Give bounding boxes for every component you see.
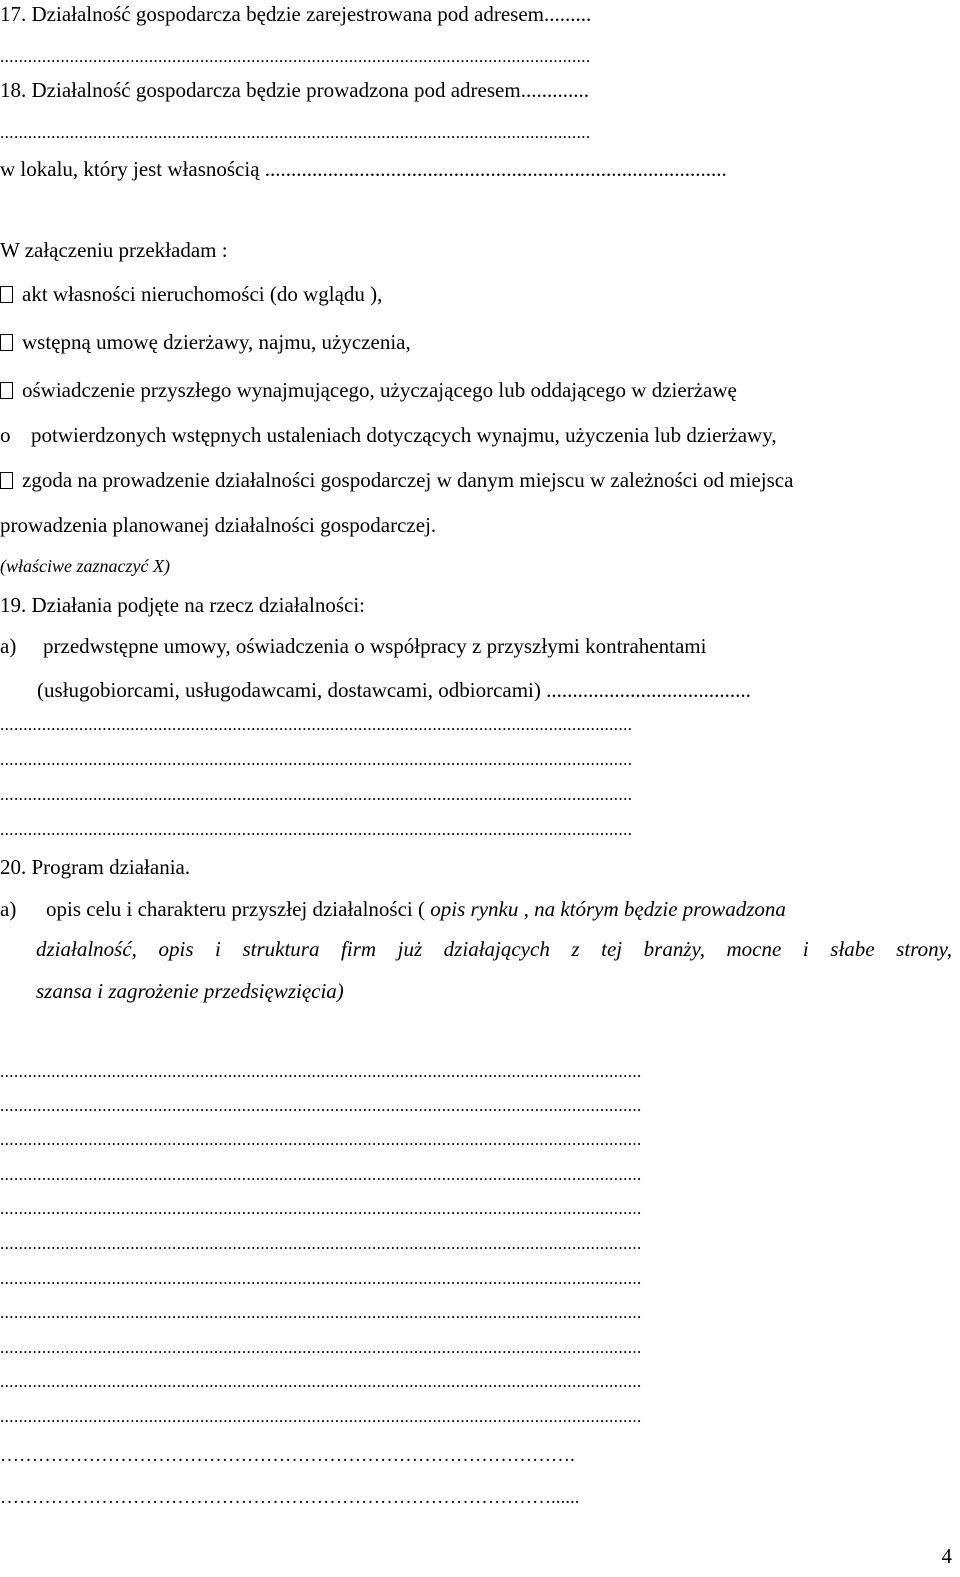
- bullet-o-marker[interactable]: o: [0, 423, 11, 447]
- section-20-fill-line[interactable]: ..........................................................................................................................................: [0, 1200, 642, 1217]
- section-20-fill-line[interactable]: ..........................................................................................................................................: [0, 1131, 642, 1148]
- attachment-option-1: [0, 284, 382, 305]
- section-19-fill-line[interactable]: ........................................................................................................................................: [0, 786, 633, 803]
- item-17-fill-line[interactable]: ...............................................................................................................................: [0, 48, 591, 65]
- section-20-title: 20. Program działania.: [0, 855, 191, 879]
- section-20-item-a: [0, 899, 954, 920]
- section-20-fill-line[interactable]: ..........................................................................................................................................: [0, 1304, 642, 1321]
- section-20-fill-line[interactable]: ..........................................................................................................................................: [0, 1270, 642, 1287]
- section-20-fill-line[interactable]: ..........................................................................................................................................: [0, 1339, 642, 1356]
- attachment-option-5: [0, 470, 793, 491]
- item-a-italic-text: opis rynku , na którym będzie prowadzona: [430, 897, 786, 921]
- item-a-text: przedwstępne umowy, oświadczenia o współpracy z przyszłymi kontrahentami: [43, 634, 707, 658]
- checkbox-icon[interactable]: [0, 286, 13, 303]
- attachment-option-label: wstępną umowę dzierżawy, najmu, użyczenia,: [22, 330, 411, 354]
- attachments-heading: W załączeniu przekładam :: [0, 238, 228, 262]
- section-20-item-a-line-2: działalność, opis i struktura firm już działających z tej branży, mocne i słabe strony,: [36, 937, 952, 961]
- section-19-fill-line[interactable]: ........................................................................................................................................: [0, 751, 633, 768]
- section-19-fill-line[interactable]: ........................................................................................................................................: [0, 716, 633, 733]
- attachment-option-label: potwierdzonych wstępnych ustaleniach dotyczących wynajmu, użyczenia lub dzierżawy,: [31, 423, 777, 447]
- item-a-marker: a): [0, 897, 17, 921]
- ownership-line[interactable]: w lokalu, który jest własnością ........................................................................................: [0, 157, 727, 181]
- section-19-fill-line[interactable]: ........................................................................................................................................: [0, 821, 633, 838]
- section-19-item-a: [0, 636, 706, 657]
- attachment-option-2: [0, 332, 411, 353]
- item-18-fill-line[interactable]: ...............................................................................................................................: [0, 124, 591, 141]
- section-20-fill-line[interactable]: ..........................................................................................................................................: [0, 1408, 642, 1425]
- checkbox-icon[interactable]: [0, 382, 13, 399]
- checkbox-icon[interactable]: [0, 472, 13, 489]
- item-a-text: opis celu i charakteru przyszłej działalności (: [46, 897, 426, 921]
- item-a-marker: a): [0, 634, 17, 658]
- attachment-option-label: zgoda na prowadzenie działalności gospodarczej w danym miejscu w zależności od miejsca: [22, 468, 794, 492]
- section-20-fill-line[interactable]: ..........................................................................................................................................: [0, 1097, 642, 1114]
- attachment-option-label: oświadczenie przyszłego wynajmującego, użyczającego lub oddającego w dzierżawę: [22, 378, 737, 402]
- attachment-option-3: [0, 380, 737, 401]
- section-20-fill-line[interactable]: ..........................................................................................................................................: [0, 1063, 642, 1080]
- section-20-fill-line[interactable]: ..........................................................................................................................................: [0, 1235, 642, 1252]
- section-20-item-a-line-3: szansa i zagrożenie przedsięwzięcia): [36, 979, 344, 1003]
- checkbox-icon[interactable]: [0, 334, 13, 351]
- section-20-fill-line[interactable]: ..........................................................................................................................................: [0, 1373, 642, 1390]
- section-19-title: 19. Działania podjęte na rzecz działalności:: [0, 593, 365, 617]
- page-number: 4: [941, 1544, 952, 1568]
- attachment-option-5-continuation: prowadzenia planowanej działalności gospodarczej.: [0, 513, 437, 537]
- section-20-fill-line[interactable]: ……………………………………………………………………………….: [0, 1446, 575, 1465]
- section-19-item-a-continuation[interactable]: (usługobiorcami, usługodawcami, dostawcami, odbiorcami) .......................................: [37, 678, 751, 702]
- attachment-option-label: akt własności nieruchomości (do wglądu ),: [22, 282, 383, 306]
- section-20-fill-line[interactable]: ……………………………………………………………………………......: [0, 1488, 580, 1507]
- item-17-address-line: 17. Działalność gospodarcza będzie zarejestrowana pod adresem.........: [0, 2, 592, 26]
- section-20-fill-line[interactable]: ..........................................................................................................................................: [0, 1166, 642, 1183]
- item-18-address-line: 18. Działalność gospodarcza będzie prowadzona pod adresem.............: [0, 78, 589, 102]
- attachment-option-4: [0, 425, 777, 446]
- selection-note: (właściwe zaznaczyć X): [0, 556, 170, 576]
